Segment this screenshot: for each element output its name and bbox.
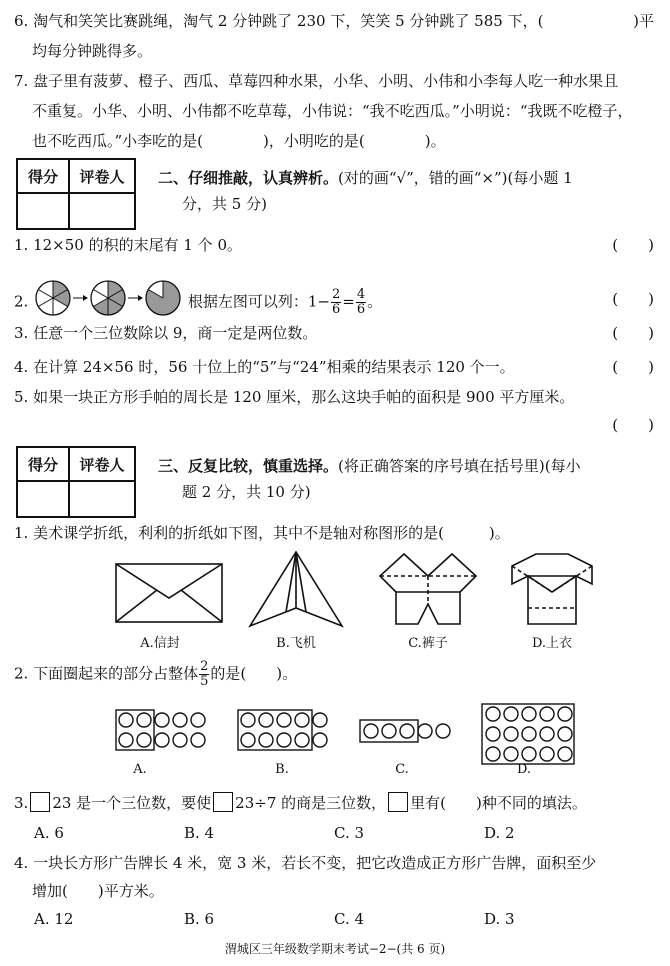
pie-diagram — [34, 276, 184, 320]
answer-paren[interactable]: ( ) — [612, 324, 654, 342]
section-2-heading-line2: 分，共 5 分) — [182, 195, 267, 213]
option-a[interactable]: A. 12 — [34, 910, 74, 928]
answer-paren[interactable]: ( ) — [612, 290, 654, 308]
question-6-line1: 6. 淘气和笑笑比赛跳绳，淘气 2 分钟跳了 230 下，笑笑 5 分钟跳了 585 下，( )平 — [14, 12, 654, 30]
group-d — [482, 704, 574, 764]
score-label: 得分 — [17, 159, 69, 193]
airplane-figure — [250, 552, 342, 626]
option-b-caption[interactable]: B.飞机 — [276, 636, 316, 651]
option-a-caption[interactable]: A.信封 — [140, 636, 180, 651]
shirt-figure — [512, 554, 592, 624]
option-b[interactable]: B. 4 — [184, 824, 215, 842]
envelope-figure — [116, 564, 222, 622]
score-cell[interactable] — [17, 481, 69, 517]
choice-q3: 3. 23 是一个三位数，要使 23÷7 的商是三位数， 里有( )种不同的填法。 — [14, 794, 587, 812]
score-label: 得分 — [17, 447, 69, 481]
answer-blank[interactable]: )平 — [633, 12, 654, 30]
pie-circle-3 — [146, 281, 180, 315]
option-b[interactable]: B. 6 — [184, 910, 215, 928]
group-b — [238, 710, 327, 750]
page-footer: 渭城区三年级数学期末考试−2−(共 6 页) — [224, 942, 446, 956]
choice-q1: 1. 美术课学折纸，利利的折纸如下图，其中不是轴对称图形的是( )。 — [14, 524, 510, 542]
question-7-line2: 不重复。小华、小明、小伟都不吃草莓，小伟说：“我不吃西瓜。”小明说：“我既不吃橙子， — [32, 102, 633, 120]
judge-q5: 5. 如果一块正方形手帕的周长是 120 厘米，那么这块手帕的面积是 900 平方厘米。 — [14, 388, 575, 406]
judge-q1: 1. 12×50 的积的末尾有 1 个 0。 ( ) — [14, 236, 654, 254]
score-box — [16, 446, 136, 518]
option-a-caption[interactable]: A. — [133, 762, 147, 777]
folding-figures — [110, 552, 670, 632]
choice-q4-line1: 4. 一块长方形广告牌长 4 米，宽 3 米，若长不变，把它改造成正方形广告牌，面积至少 — [14, 854, 597, 872]
option-d[interactable]: D. 3 — [484, 910, 515, 928]
option-a[interactable]: A. 6 — [34, 824, 64, 842]
fraction-2-5: $\frac{2}{5}$ — [200, 659, 209, 689]
grader-cell[interactable] — [69, 481, 135, 517]
pants-figure — [380, 554, 476, 624]
group-a — [116, 710, 205, 750]
section-2-heading-line1: 二、仔细推敲，认真辨析。(对的画“√”，错的画“×”)(每小题 1 — [158, 169, 573, 187]
choice-q2: 2. 下面圈起来的部分占整体 $\frac{2}{5}$ 的是( )。 — [14, 659, 298, 689]
option-c[interactable]: C. 3 — [334, 824, 365, 842]
pie-circle-2 — [91, 281, 125, 315]
judge-q2: 2. 根据左图可以列：1− $\frac{2}{6}$ = $\frac{4}{6}$ 。 ( ) — [14, 287, 654, 317]
score-box — [16, 158, 136, 230]
option-d-caption[interactable]: D.上衣 — [531, 636, 573, 651]
blank-square[interactable] — [30, 792, 50, 812]
option-c-caption[interactable]: C. — [395, 762, 409, 777]
option-d-caption[interactable]: D. — [516, 762, 532, 777]
judge-q3: 3. 任意一个三位数除以 9，商一定是两位数。 ( ) — [14, 324, 654, 342]
answer-paren[interactable]: ( ) — [612, 236, 654, 254]
pie-circle-1 — [36, 281, 70, 315]
section-3-heading-line1: 三、反复比较，慎重选择。(将正确答案的序号填在括号里)(每小 — [158, 457, 581, 475]
score-cell[interactable] — [17, 193, 69, 229]
circle-groups — [110, 704, 670, 764]
answer-paren[interactable]: ( ) — [612, 358, 654, 376]
grader-label: 评卷人 — [69, 159, 135, 193]
blank-square[interactable] — [213, 792, 233, 812]
section-3-title: 三、反复比较，慎重选择。 — [158, 457, 339, 475]
section-2-title: 二、仔细推敲，认真辨析。 — [158, 169, 339, 187]
question-7-line3[interactable]: 也不吃西瓜。”小李吃的是( )，小明吃的是( )。 — [32, 132, 446, 150]
grader-label: 评卷人 — [69, 447, 135, 481]
fraction-4-6: $\frac{4}{6}$ — [356, 287, 366, 317]
option-d[interactable]: D. 2 — [484, 824, 515, 842]
section-3-heading-line2: 题 2 分，共 10 分) — [182, 483, 311, 501]
grader-cell[interactable] — [69, 193, 135, 229]
arrow-icon — [73, 295, 88, 301]
judge-q4: 4. 在计算 24×56 时，56 十位上的“5”与“24”相乘的结果表示 120 个一。 ( ) — [14, 358, 654, 376]
question-6-line2: 均每分钟跳得多。 — [32, 42, 153, 60]
group-c — [360, 720, 450, 742]
option-b-caption[interactable]: B. — [275, 762, 289, 777]
blank-square[interactable] — [388, 792, 408, 812]
option-c-caption[interactable]: C.裤子 — [408, 636, 448, 651]
choice-q4-line2: 增加( )平方米。 — [32, 882, 164, 900]
answer-paren[interactable]: ( ) — [612, 416, 654, 434]
fraction-2-6: $\frac{2}{6}$ — [332, 287, 341, 317]
option-c[interactable]: C. 4 — [334, 910, 365, 928]
arrow-icon — [128, 295, 143, 301]
question-7-line1: 7. 盘子里有菠萝、橙子、西瓜、草莓四种水果，小华、小明、小伟和小李每人吃一种水果且 — [14, 72, 619, 90]
